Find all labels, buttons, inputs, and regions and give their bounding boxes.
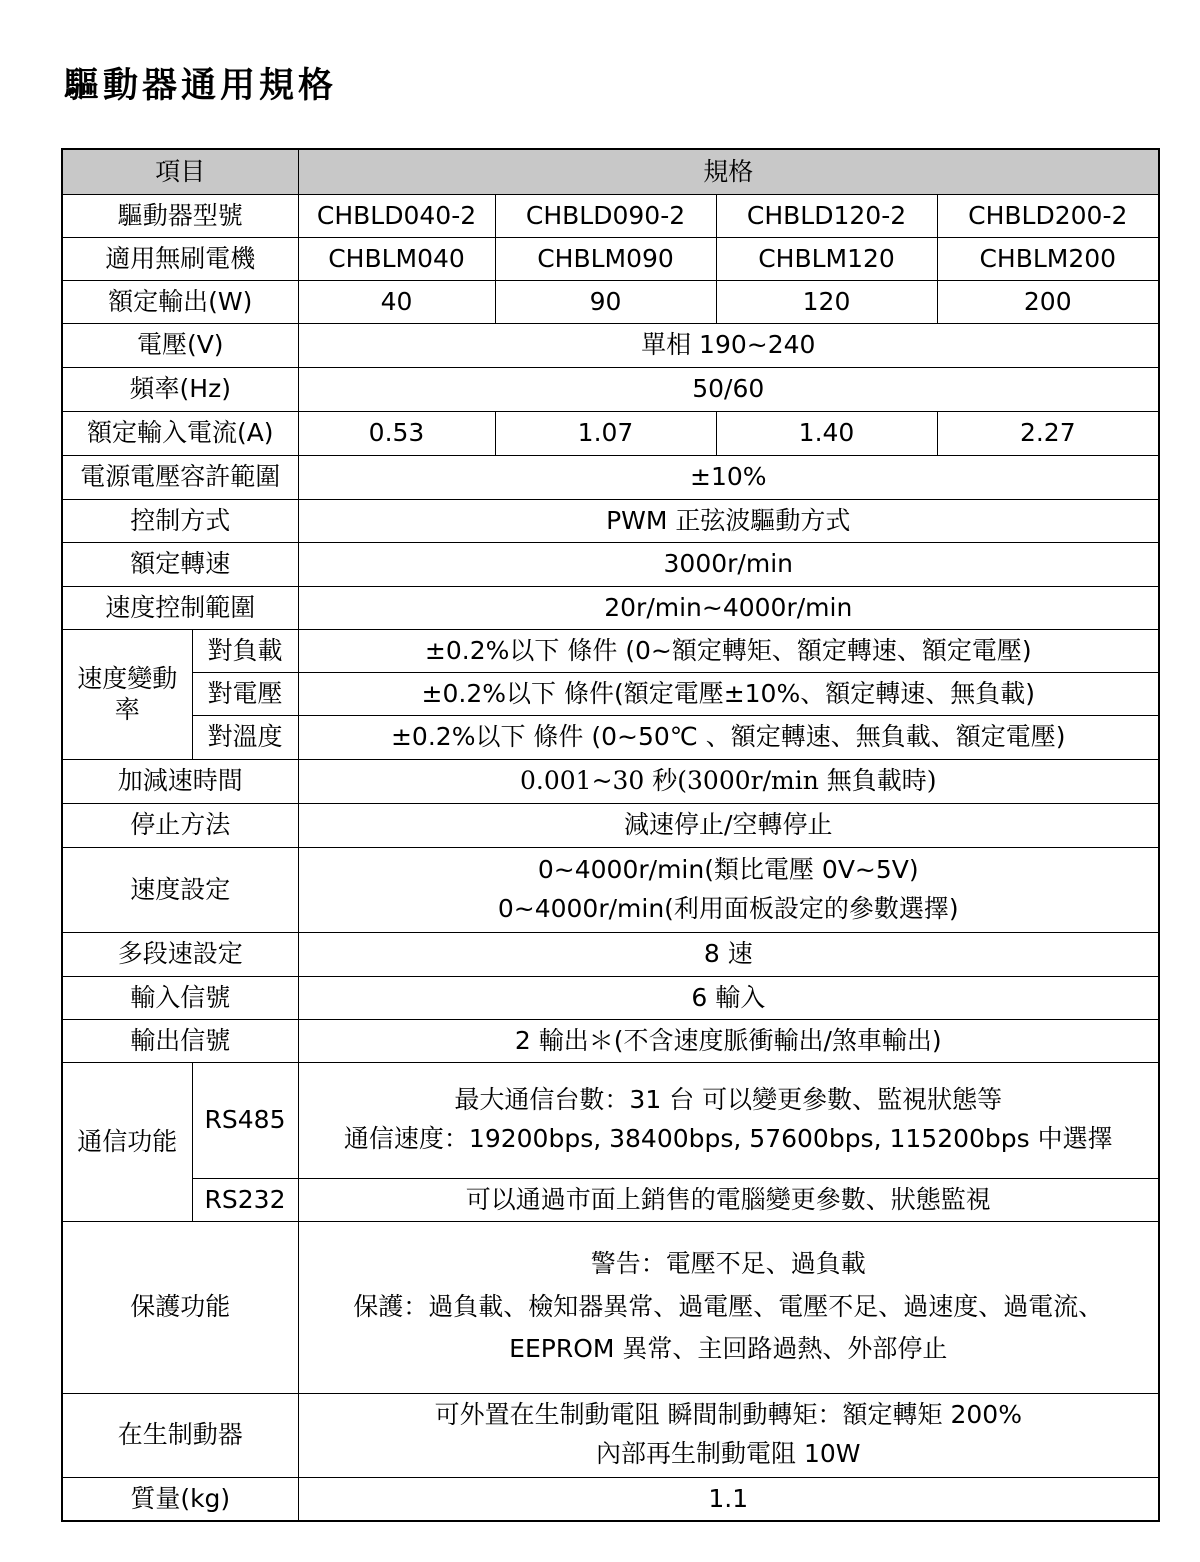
- header-row: [62, 149, 1159, 194]
- sub-label: 對電壓: [192, 672, 298, 715]
- value-cell: [298, 1221, 1159, 1393]
- comm-label: 通信功能: [62, 1062, 192, 1221]
- value-cell: [298, 1393, 1159, 1477]
- current-cell: 1.07: [495, 411, 716, 455]
- protection-line2: 保護：過負載、檢知器異常、過電壓、電壓不足、過速度、過電流、: [353, 1291, 1104, 1321]
- rs485-line1: 最大通信台數：31 台 可以變更參數、監視狀態等: [454, 1085, 1003, 1115]
- value-cell: [298, 847, 1159, 932]
- motor-cell: CHBLM120: [716, 237, 937, 280]
- row-label: 速度設定: [62, 847, 298, 932]
- current-cell: 2.27: [937, 411, 1159, 455]
- row-current: [62, 411, 1159, 455]
- header-item: 項目: [62, 149, 298, 194]
- sub-label: RS232: [192, 1178, 298, 1221]
- row-speed-setting: [62, 847, 1159, 932]
- current-cell: 1.40: [716, 411, 937, 455]
- value-cell: 6 輸入: [298, 976, 1159, 1019]
- rs485-line2: 通信速度：19200bps, 38400bps, 57600bps, 115200bps 中選擇: [343, 1124, 1113, 1153]
- protection-line1: 警告：電壓不足、過負載: [590, 1249, 866, 1279]
- value-cell: [298, 1062, 1159, 1178]
- motor-cell: CHBLM040: [298, 237, 495, 280]
- row-label: 速度控制範圍: [62, 586, 298, 629]
- row-label: 額定輸出(W): [62, 280, 298, 323]
- fluctuation-label: [62, 629, 192, 759]
- row-label: 電壓(V): [62, 323, 298, 367]
- row-label: 加減速時間: [62, 759, 298, 803]
- value-cell: 0.001~30 秒(3000r/min 無負載時): [298, 759, 1159, 803]
- row-accel: [62, 759, 1159, 803]
- value-cell: 8 速: [298, 932, 1159, 976]
- row-label: 停止方法: [62, 803, 298, 847]
- row-fluctuation-voltage: [62, 672, 1159, 715]
- fluctuation-label-line1: 速度變動: [77, 663, 178, 693]
- row-speed-range: [62, 586, 1159, 629]
- header-spec: 規格: [298, 149, 1159, 194]
- value-cell: 20r/min~4000r/min: [298, 586, 1159, 629]
- row-rated-speed: [62, 542, 1159, 586]
- speed-setting-line2: 0~4000r/min(利用面板設定的參數選擇): [497, 893, 959, 923]
- power-cell: 90: [495, 280, 716, 323]
- row-input-signal: [62, 976, 1159, 1019]
- fluctuation-label-line2: 率: [114, 695, 140, 724]
- row-frequency: [62, 367, 1159, 411]
- value-cell: 2 輸出＊(不含速度脈衝輸出/煞車輸出): [298, 1019, 1159, 1062]
- value-cell: 50/60: [298, 367, 1159, 411]
- value-cell: ±10%: [298, 455, 1159, 499]
- row-tolerance: [62, 455, 1159, 499]
- model-cell: CHBLD200-2: [937, 194, 1159, 237]
- row-label: 驅動器型號: [62, 194, 298, 237]
- row-mass: [62, 1477, 1159, 1521]
- row-label: 電源電壓容許範圍: [62, 455, 298, 499]
- value-cell: 3000r/min: [298, 542, 1159, 586]
- row-comm-rs485: [62, 1062, 1159, 1178]
- value-cell: ±0.2%以下 條件 (0~額定轉矩、額定轉速、額定電壓): [298, 629, 1159, 672]
- row-label: 額定輸入電流(A): [62, 411, 298, 455]
- model-cell: CHBLD090-2: [495, 194, 716, 237]
- row-label: 質量(kg): [62, 1477, 298, 1521]
- row-motor: [62, 237, 1159, 280]
- value-cell: PWM 正弦波驅動方式: [298, 499, 1159, 542]
- spec-table: [61, 148, 1160, 1522]
- value-cell: ±0.2%以下 條件 (0~50℃ 、額定轉速、無負載、額定電壓): [298, 715, 1159, 759]
- sub-label: 對溫度: [192, 715, 298, 759]
- value-cell: 單相 190~240: [298, 323, 1159, 367]
- row-label: 適用無刷電機: [62, 237, 298, 280]
- row-comm-rs232: [62, 1178, 1159, 1221]
- row-protection: [62, 1221, 1159, 1393]
- row-label: 在生制動器: [62, 1393, 298, 1477]
- speed-setting-line1: 0~4000r/min(類比電壓 0V~5V): [537, 854, 919, 884]
- row-model: [62, 194, 1159, 237]
- motor-cell: CHBLM200: [937, 237, 1159, 280]
- model-cell: CHBLD040-2: [298, 194, 495, 237]
- row-control: [62, 499, 1159, 542]
- regen-line1: 可外置在生制動電阻 瞬間制動轉矩：額定轉矩 200%: [434, 1400, 1022, 1430]
- protection-line3: EEPROM 異常、主回路過熱、外部停止: [509, 1334, 948, 1364]
- row-label: 額定轉速: [62, 542, 298, 586]
- sub-label: 對負載: [192, 629, 298, 672]
- power-cell: 120: [716, 280, 937, 323]
- current-cell: 0.53: [298, 411, 495, 455]
- page-title: 驅動器通用規格: [64, 65, 338, 106]
- value-cell: 減速停止/空轉停止: [298, 803, 1159, 847]
- sub-label: RS485: [192, 1062, 298, 1178]
- row-label: 輸入信號: [62, 976, 298, 1019]
- row-stop: [62, 803, 1159, 847]
- model-cell: CHBLD120-2: [716, 194, 937, 237]
- row-label: 頻率(Hz): [62, 367, 298, 411]
- regen-line2: 內部再生制動電阻 10W: [596, 1439, 861, 1468]
- motor-cell: CHBLM090: [495, 237, 716, 280]
- row-label: 輸出信號: [62, 1019, 298, 1062]
- row-output-signal: [62, 1019, 1159, 1062]
- row-label: 控制方式: [62, 499, 298, 542]
- row-power: [62, 280, 1159, 323]
- value-cell: 可以通過市面上銷售的電腦變更參數、狀態監視: [298, 1178, 1159, 1221]
- value-cell: 1.1: [298, 1477, 1159, 1521]
- row-fluctuation-temperature: [62, 715, 1159, 759]
- row-voltage: [62, 323, 1159, 367]
- value-cell: ±0.2%以下 條件(額定電壓±10%、額定轉速、無負載): [298, 672, 1159, 715]
- row-fluctuation-load: [62, 629, 1159, 672]
- power-cell: 200: [937, 280, 1159, 323]
- row-multi-speed: [62, 932, 1159, 976]
- row-label: 多段速設定: [62, 932, 298, 976]
- power-cell: 40: [298, 280, 495, 323]
- row-label: 保護功能: [62, 1221, 298, 1393]
- row-regen: [62, 1393, 1159, 1477]
